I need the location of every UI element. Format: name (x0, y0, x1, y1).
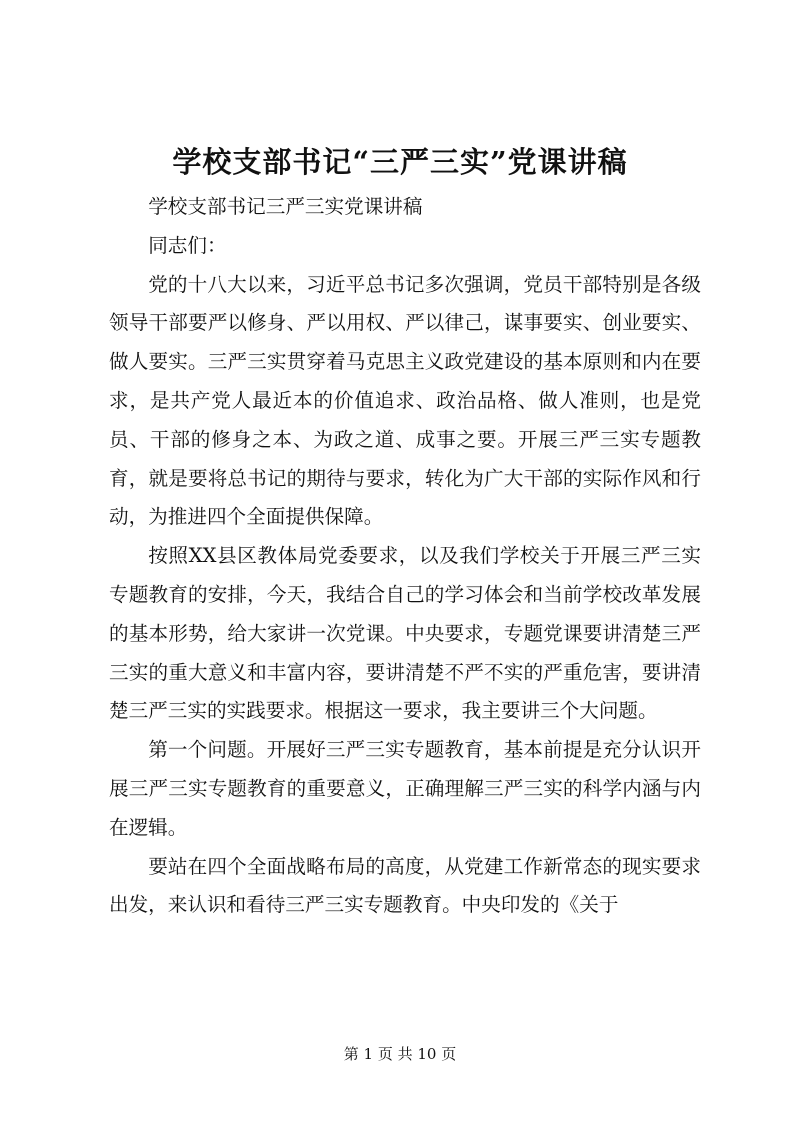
paragraph: 要站在四个全面战略布局的高度，从党建工作新常态的现实要求出发，来认识和看待三严三实专题教育。中央印发的《关于 (109, 854, 701, 917)
paragraph: 党的十八大以来，习近平总书记多次强调，党员干部特别是各级领导干部要严以修身、严以用权、严以律己，谋事要实、创业要实、做人要实。三严三实贯穿着马克思主义政党建设的基本原则和内在要求，是共产党人最近本的价值追求、政治品格、做人准则，也是党员、干部的修身之本、为政之道、成事之要。开展三严三实专题教育，就是要将总书记的期待与要求，转化为广大干部的实际作风和行动，为推进四个全面提供保障。 (109, 272, 701, 529)
document-body (109, 188, 701, 925)
document-title: 学校支部书记“三严三实”党课讲稿 (172, 145, 628, 179)
paragraph-salutation: 同志们： (148, 233, 227, 257)
paragraph: 第一个问题。开展好三严三实专题教育，基本前提是充分认识开展三严三实专题教育的重要意义，正确理解三严三实的科学内涵与内在逻辑。 (109, 738, 701, 839)
page-number-footer: 第 1 页 共 10 页 (343, 1045, 457, 1063)
paragraph-subtitle: 学校支部书记三严三实党课讲稿 (148, 195, 423, 218)
paragraph: 按照XX县区教体局党委要求，以及我们学校关于开展三严三实专题教育的安排，今天，我结合自己的学习体会和当前学校改革发展的基本形势，给大家讲一次党课。中央要求，专题党课要讲清楚三严三实的重大意义和丰富内容，要讲清楚不严不实的严重危害，要讲清楚三严三实的实践要求。根据这一要求，我主要讲三个大问题。 (109, 544, 701, 723)
